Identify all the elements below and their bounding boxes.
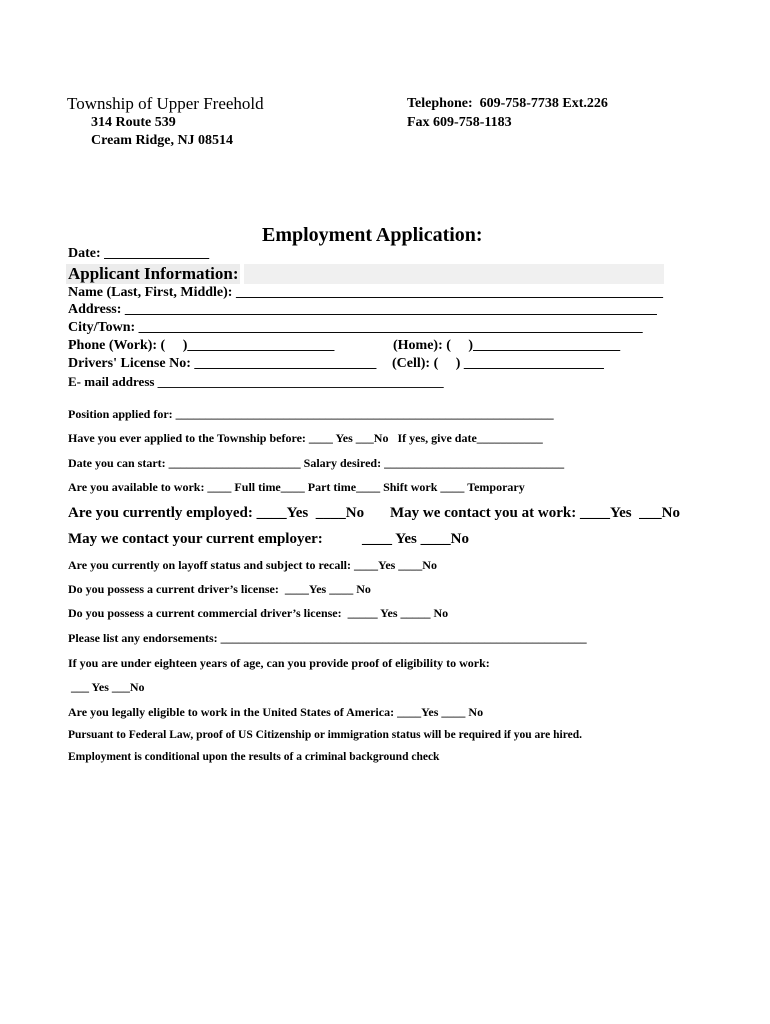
under-eighteen-answer[interactable]: ___ Yes ___No [68, 680, 145, 694]
commercial-license-question[interactable]: Do you possess a current commercial driver’s license: _____ Yes _____ No [68, 606, 449, 620]
currently-employed-question[interactable]: Are you currently employed: ____Yes ____No [68, 505, 365, 521]
drivers-license-field[interactable]: Drivers' License No: __________________________ [68, 356, 377, 371]
contact-at-work-question[interactable]: May we contact you at work: ____Yes ___No [390, 505, 680, 521]
section-header-shading [244, 264, 664, 284]
form-title: Employment Application: [262, 224, 483, 246]
endorsements-field[interactable]: Please list any endorsements: _____________________________________________________________ [68, 631, 587, 645]
work-phone-field[interactable]: Phone (Work): ( )_____________________ [68, 338, 335, 353]
background-check-notice: Employment is conditional upon the results of a criminal background check [68, 751, 440, 763]
name-field[interactable]: Name (Last, First, Middle): _____________________________________________________________ [68, 285, 663, 300]
organization-name: Township of Upper Freehold [67, 94, 264, 113]
federal-law-notice: Pursuant to Federal Law, proof of US Citizenship or immigration status will be required if you are hired. [68, 729, 582, 741]
home-phone-field[interactable]: (Home): ( )_____________________ [393, 338, 621, 353]
legally-eligible-question[interactable]: Are you legally eligible to work in the United States of America: ____Yes ____ No [68, 705, 484, 719]
email-field[interactable]: E- mail address ____________________________________________ [68, 374, 444, 389]
contact-employer-answer[interactable]: ____ Yes ____No [362, 531, 469, 547]
availability-question[interactable]: Are you available to work: ____ Full time____ Part time____ Shift work ____ Temporary [68, 480, 525, 494]
under-eighteen-question: If you are under eighteen years of age, can you provide proof of eligibility to work: [68, 656, 490, 670]
layoff-status-question[interactable]: Are you currently on layoff status and subject to recall: ____Yes ____No [68, 558, 437, 572]
fax-number: Fax 609-758-1183 [407, 115, 512, 130]
cell-phone-field[interactable]: (Cell): ( ) ____________________ [392, 356, 604, 371]
start-date-salary-field[interactable]: Date you can start: ______________________ Salary desired: ______________________________ [68, 456, 565, 470]
applied-before-question[interactable]: Have you ever applied to the Township before: ____ Yes ___No If yes, give date___________ [68, 431, 543, 445]
city-town-field[interactable]: City/Town: ________________________________________________________________________ [68, 320, 643, 335]
drivers-license-question[interactable]: Do you possess a current driver’s license: ____Yes ____ No [68, 582, 371, 596]
organization-address-line2: Cream Ridge, NJ 08514 [91, 133, 234, 148]
organization-address-line1: 314 Route 539 [91, 115, 176, 130]
contact-employer-question: May we contact your current employer: [68, 531, 323, 547]
telephone-number: Telephone: 609-758-7738 Ext.226 [407, 96, 608, 111]
position-applied-field[interactable]: Position applied for: _______________________________________________________________ [68, 407, 554, 421]
date-field[interactable]: Date: _______________ [68, 246, 210, 261]
address-field[interactable]: Address: ____________________________________________________________________________ [68, 302, 657, 317]
section-title-applicant-information: Applicant Information: [68, 264, 239, 283]
